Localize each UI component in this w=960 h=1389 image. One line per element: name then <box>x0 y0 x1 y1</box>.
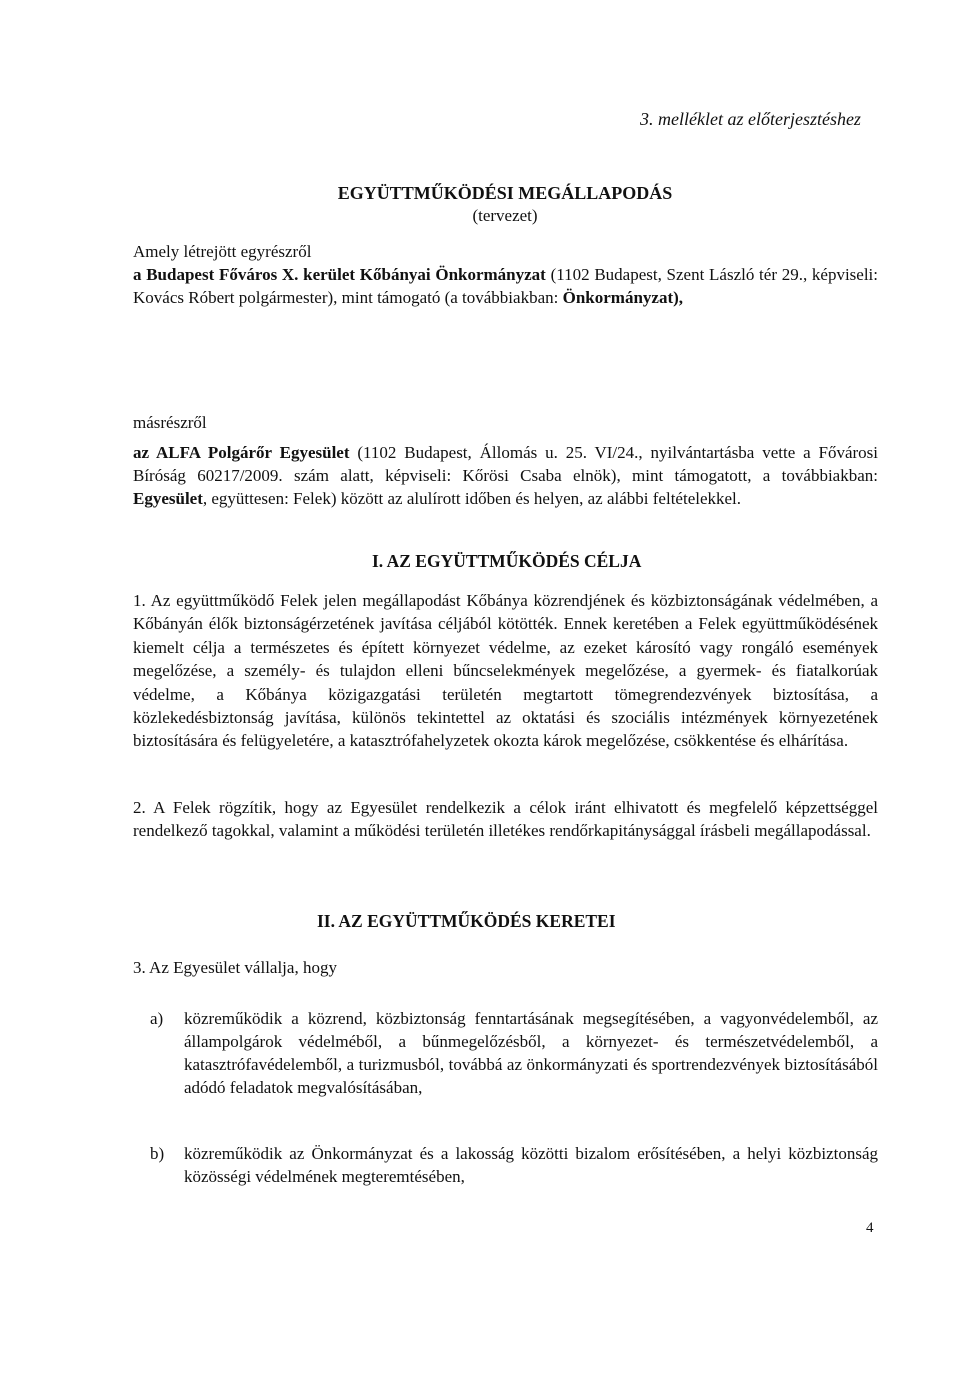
section1-paragraph1: 1. Az együttműködő Felek jelen megállapodást Kőbánya közrendjének és közbiztonságának védelmében, a Kőbányán élők biztonságérzetének javítása céljából kötötték. Ennek keretében a Felek együttműködésének kiemelt célja a természetes és épített környezet védelme, az ezeket károsító vagy rongáló események megelőzése, a személy- és tulajdon elleni bűncselekmények megelőzése, a gyermek- és fiatalkorúak védelme, a Kőbánya közigazgatási területén megtartott tömegrendezvények biztosítása, a közlekedésbiztonság javítása, különös tekintettel az oktatási és szociális intézmények környezetének biztosítására és felügyeletére, a katasztrófahelyzetek okozta károk megelőzése, csökkentése és elhárítása. <box>133 591 878 751</box>
party2-block <box>133 411 878 510</box>
party1-name: a Budapest Főváros X. kerület Kőbányai Önkormányzat <box>133 265 546 284</box>
party1-short: Önkormányzat), <box>562 288 684 307</box>
section1-heading: I. AZ EGYÜTTMŰKÖDÉS CÉLJA <box>372 551 642 571</box>
section2-heading: II. AZ EGYÜTTMŰKÖDÉS KERETEI <box>317 911 616 931</box>
party2-tail: , együttesen: Felek) között az alulírott időben és helyen, az alábbi feltételekkel. <box>202 489 742 508</box>
document-subtitle: (tervezet) <box>472 206 538 225</box>
list-item-b-text: közreműködik az Önkormányzat és a lakosság közötti bizalom erősítésében, a helyi közbiztonság közösségi védelmének megteremtésében, <box>184 1144 878 1186</box>
party2-name: az ALFA Polgárőr Egyesület <box>133 443 350 462</box>
party1-intro: Amely létrejött egyrészről <box>133 242 312 261</box>
party1-block <box>133 240 878 309</box>
section1-paragraph2: 2. A Felek rögzítik, hogy az Egyesület rendelkezik a célok iránt elhivatott és megfelelő képzettséggel rendelkező tagokkal, valamint a működési területén illetékes rendőrkapitánysággal írásbeli megállapodással. <box>133 798 878 840</box>
party1-text <box>133 263 878 309</box>
annex-note: 3. melléklet az előterjesztéshez <box>640 109 861 129</box>
party1-details: (1102 Budapest, Szent László tér 29., képviseli: Kovács Róbert polgármester), mint támogató (a továbbiakban: <box>133 265 879 307</box>
list-item-b <box>150 1142 878 1188</box>
item3-intro: 3. Az Egyesület vállalja, hogy <box>133 958 337 977</box>
list-item-a-text: közreműködik a közrend, közbiztonság fenntartásának megsegítésében, a vagyonvédelemből, az állampolgárok védelméből, a bűnmegelőzésből, a környezet- és természetvédelemből, a katasztrófavédelemből, a turizmusból, továbbá az önkormányzati és sportrendezvények biztosításából adódó feladatok megvalósításában, <box>184 1009 878 1097</box>
page-number: 4 <box>866 1220 874 1236</box>
party2-details: (1102 Budapest, Állomás u. 25. VI/24., nyilvántartásba vette a Fővárosi Bíróság 60217/2009. szám alatt, képviseli: Kőrösi Csaba elnök), mint támogatott, a továbbiakban: <box>133 443 878 485</box>
document-title: EGYÜTTMŰKÖDÉSI MEGÁLLAPODÁS <box>337 183 673 203</box>
list-item-b-label: b) <box>150 1144 165 1163</box>
party2-short: Egyesület <box>133 489 203 508</box>
list-item-a-label: a) <box>150 1009 164 1028</box>
party2-intro: másrészről <box>133 413 207 432</box>
party2-text <box>133 441 878 510</box>
list-item-a <box>150 1007 878 1099</box>
